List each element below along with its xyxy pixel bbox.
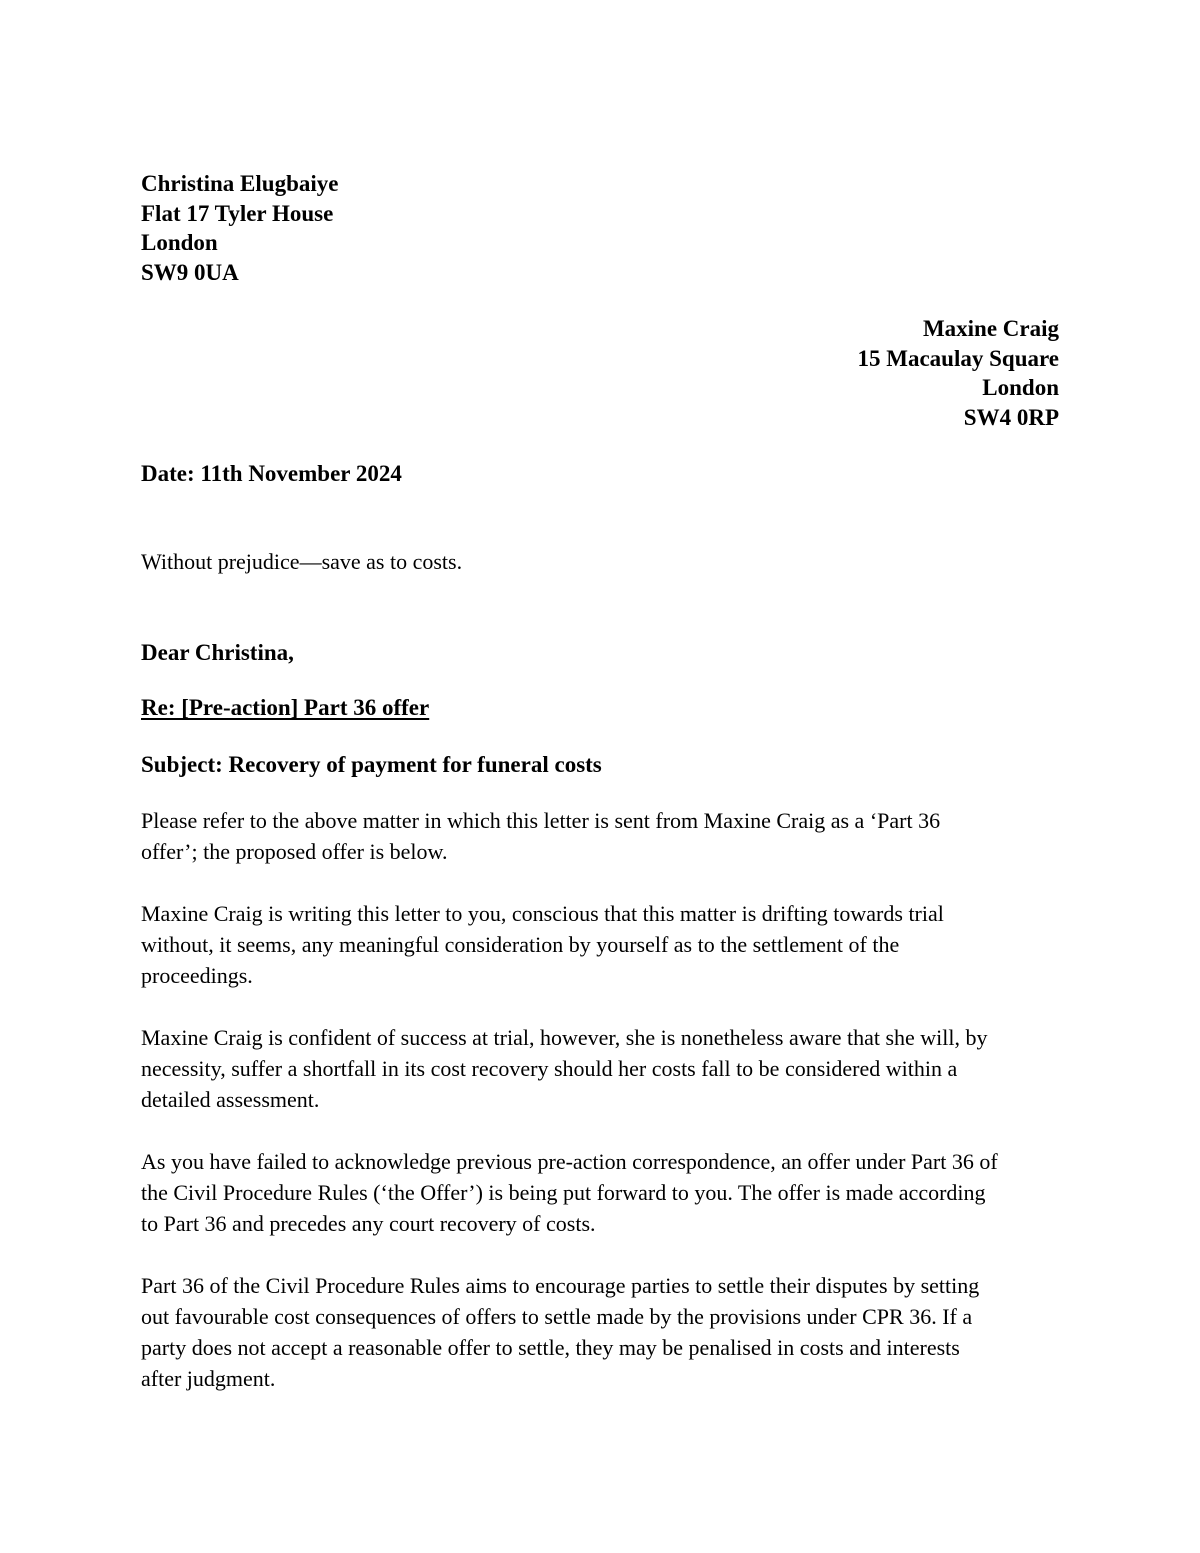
body-line: necessity, suffer a shortfall in its cost recovery should her costs fall to be considered within a xyxy=(141,1056,958,1081)
recipient-city: London xyxy=(982,375,1059,400)
body-line: party does not accept a reasonable offer to settle, they may be penalised in costs and interests xyxy=(141,1335,960,1360)
body-line: without, it seems, any meaningful consideration by yourself as to the settlement of the xyxy=(141,932,900,957)
sender-address-line: Flat 17 Tyler House xyxy=(141,200,334,226)
re-heading: Re: [Pre-action] Part 36 offer xyxy=(141,695,430,720)
body-line: detailed assessment. xyxy=(141,1087,320,1112)
body-line: offer’; the proposed offer is below. xyxy=(141,839,448,864)
body-line: proceedings. xyxy=(141,963,253,988)
body-paragraph xyxy=(141,805,1061,867)
body-line: Maxine Craig is writing this letter to you, conscious that this matter is drifting towards trial xyxy=(141,901,944,926)
body-line: Please refer to the above matter in which this letter is sent from Maxine Craig as a ‘Part 36 xyxy=(141,808,941,833)
sender-name: Christina Elugbaiye xyxy=(141,171,339,196)
recipient-name: Maxine Craig xyxy=(922,316,1059,341)
body-paragraph xyxy=(141,1022,1061,1115)
body-line: Maxine Craig is confident of success at trial, however, she is nonetheless aware that she will, by xyxy=(141,1025,988,1050)
sender-address-block xyxy=(141,169,338,287)
sender-city: London xyxy=(141,230,218,255)
letter-date: Date: 11th November 2024 xyxy=(141,461,402,486)
recipient-address-block xyxy=(858,314,1059,432)
subject-heading: Subject: Recovery of payment for funeral costs xyxy=(141,752,602,777)
salutation: Dear Christina, xyxy=(141,640,294,665)
recipient-postcode: SW4 0RP xyxy=(963,404,1059,430)
without-prejudice-notice: Without prejudice—save as to costs. xyxy=(141,549,463,574)
body-line: As you have failed to acknowledge previous pre-action correspondence, an offer under Part 36 of xyxy=(141,1149,998,1174)
body-paragraph xyxy=(141,898,1061,991)
recipient-address-line: 15 Macaulay Square xyxy=(857,345,1059,371)
body-paragraph xyxy=(141,1270,1061,1394)
body-paragraph xyxy=(141,1146,1061,1239)
sender-postcode: SW9 0UA xyxy=(141,259,239,285)
body-line: to Part 36 and precedes any court recovery of costs. xyxy=(141,1211,596,1236)
body-line: after judgment. xyxy=(141,1366,276,1391)
body-line: out favourable cost consequences of offers to settle made by the provisions under CPR 36. If a xyxy=(141,1304,973,1329)
letter-body xyxy=(141,805,1061,1425)
body-line: Part 36 of the Civil Procedure Rules aims to encourage parties to settle their disputes by setting xyxy=(141,1273,980,1298)
body-line: the Civil Procedure Rules (‘the Offer’) is being put forward to you. The offer is made according xyxy=(141,1180,986,1205)
